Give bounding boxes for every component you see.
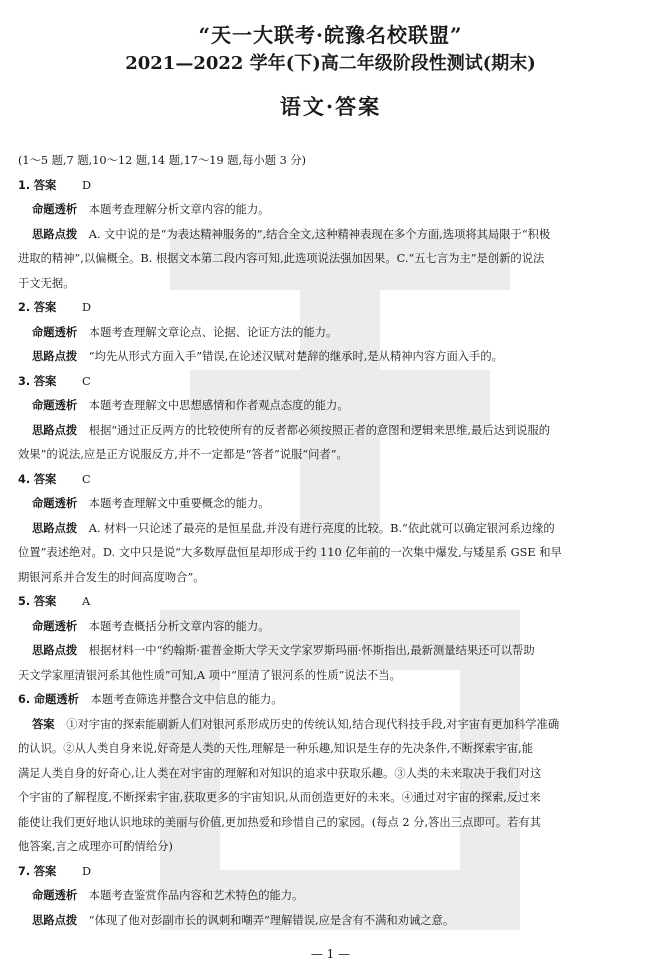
q6-answer-label: 答案 <box>32 717 55 731</box>
q7-analysis-text: 本题考查鉴赏作品内容和艺术特色的能力。 <box>88 889 304 902</box>
q3-answer-label: 答案 <box>33 374 57 388</box>
q7-answer-label: 答案 <box>33 864 57 878</box>
q7-hint-row <box>18 909 648 934</box>
q4-analysis-label: 命题透析 <box>32 497 78 510</box>
q6-answer-line: 能使让我们更好地认识地球的美丽与价值,更加热爱和珍惜自己的家园。(每点 2 分,答出三点即可。若有其 <box>18 815 542 829</box>
exam-alliance-title: “天一大联考·皖豫名校联盟” <box>198 23 463 47</box>
q1-hint-line: 于文无据。 <box>18 276 75 290</box>
q7-answer-row <box>18 860 648 885</box>
q6-answer-line: 满足人类自身的好奇心,让人类在对宇宙的理解和对知识的追求中获取乐趣。③人类的未来取决于我们对这 <box>18 766 542 780</box>
q1-hint-label: 思路点拨 <box>32 227 78 241</box>
q5-hint-row <box>18 639 648 664</box>
q4-answer-label: 答案 <box>33 472 57 486</box>
q1-analysis-row <box>18 198 648 223</box>
q1-analysis-label: 命题透析 <box>32 203 78 216</box>
q6-answer-line: ①对宇宙的探索能刷新人们对银河系形成历史的传统认知,结合现代科技手段,对宇宙有更加科学准确 <box>66 717 560 731</box>
q2-analysis-row <box>18 321 648 346</box>
q5-analysis-row <box>18 615 648 640</box>
q4-hint-line: 位置”表述绝对。D. 文中只是说“大多数厚盘恒星却形成于约 110 亿年前的一次集中爆发,与矮星系 GSE 和早 <box>18 546 562 559</box>
q4-analysis-text: 本题考查理解文中重要概念的能力。 <box>88 497 270 510</box>
document-header <box>0 22 661 121</box>
q4-hint-line: A. 材料一只论述了最亮的是恒星盘,并没有进行亮度的比较。B.“依此就可以确定银河系边缘的 <box>88 521 555 535</box>
q6-answer-line: 他答案,言之成理亦可酌情给分) <box>18 840 173 853</box>
q1-hint-line: A. 文中说的是“为表达精神服务的”,结合全文,这种精神表现在多个方面,选项将其局限于“积极 <box>88 227 551 241</box>
q5-answer-label: 答案 <box>33 595 57 608</box>
q7-analysis-row <box>18 884 648 909</box>
q6-answer-row <box>18 713 648 738</box>
q3-analysis-label: 命题透析 <box>32 399 78 412</box>
q7-hint-label: 思路点拨 <box>32 913 78 927</box>
q3-answer-row <box>18 370 648 395</box>
q1-analysis-text: 本题考查理解分析文章内容的能力。 <box>88 203 270 216</box>
q6-answer-line: 的认识。②从人类自身来说,好奇是人类的天性,理解是一种乐趣,知识是生存的先决条件,不断探索宇宙,能 <box>18 742 534 755</box>
q5-hint-line: 天文学家厘清银河系其他性质”可知,A 项中“厘清了银河系的性质”说法不当。 <box>18 668 401 682</box>
q4-number: 4. <box>18 472 31 486</box>
q1-answer-value: D <box>81 178 92 192</box>
q2-answer-value: D <box>81 301 92 314</box>
q1-hint-row <box>18 223 648 248</box>
q3-hint-line: 根据“通过正反两方的比较使所有的反者都必须按照正者的意图和逻辑来思维,最后达到说服的 <box>88 423 551 437</box>
scoring-note: (1～5 题,7 题,10～12 题,14 题,17～19 题,每小题 3 分) <box>18 154 307 167</box>
q3-hint-line: 效果”的说法,应是正方说服反方,并不一定都是“答者”说服“问者”。 <box>18 448 348 461</box>
q5-answer-value: A <box>81 595 91 608</box>
q2-analysis-text: 本题考查理解文章论点、论据、论证方法的能力。 <box>88 325 338 339</box>
q6-analysis-label: 命题透析 <box>33 693 79 706</box>
q6-analysis-text: 本题考查筛选并整合文中信息的能力。 <box>90 693 283 706</box>
q4-answer-value: C <box>81 472 91 486</box>
q3-analysis-text: 本题考查理解文中思想感情和作者观点态度的能力。 <box>88 399 349 412</box>
subject-title: 语文·答案 <box>279 94 382 119</box>
q1-answer-row <box>18 174 648 199</box>
q4-hint-line: 期银河系并合发生的时间高度吻合”。 <box>18 570 205 584</box>
q5-analysis-label: 命题透析 <box>32 619 78 633</box>
q7-answer-value: D <box>81 864 92 878</box>
q3-answer-value: C <box>81 374 91 388</box>
q7-analysis-label: 命题透析 <box>32 889 78 902</box>
q6-header-row <box>18 688 648 713</box>
q5-number: 5. <box>18 595 31 608</box>
q3-number: 3. <box>18 374 31 388</box>
q4-hint-row <box>18 517 648 542</box>
q5-hint-line: 根据材料一中“约翰斯·霍普金斯大学天文学家罗斯玛丽·怀斯指出,最新测量结果还可以帮助 <box>88 644 535 657</box>
q2-analysis-label: 命题透析 <box>32 325 78 339</box>
q1-answer-label: 答案 <box>33 178 57 192</box>
q4-hint-label: 思路点拨 <box>32 521 78 535</box>
q2-hint-line: “均先从形式方面入手”错误,在论述汉赋对楚辞的继承时,是从精神内容方面入手的。 <box>88 350 503 363</box>
q7-hint-line: “体现了他对彭副市长的讽刺和嘲弄”理解错误,应是含有不满和劝诫之意。 <box>88 913 455 927</box>
q4-answer-row <box>18 468 648 493</box>
answer-content <box>18 149 648 933</box>
q3-hint-label: 思路点拨 <box>32 423 78 437</box>
q1-hint-line: 进取的精神”,以偏概全。B. 根据文本第二段内容可知,此选项说法强加因果。C.“五七言为主”是创新的说法 <box>18 252 545 265</box>
q1-number: 1. <box>18 178 31 192</box>
q2-number: 2. <box>18 301 31 314</box>
q6-number: 6. <box>18 693 31 706</box>
q4-analysis-row <box>18 492 648 517</box>
q3-hint-row <box>18 419 648 444</box>
q2-answer-label: 答案 <box>33 301 57 314</box>
page-number: — 1 — <box>310 947 351 961</box>
q3-analysis-row <box>18 394 648 419</box>
exam-session-title: 2021—2022 学年(下)高二年级阶段性测试(期末) <box>125 53 536 74</box>
q2-hint-row <box>18 345 648 370</box>
q7-number: 7. <box>18 864 31 878</box>
q5-answer-row <box>18 590 648 615</box>
q5-hint-label: 思路点拨 <box>32 644 78 657</box>
q6-answer-line: 个宇宙的了解程度,不断探索宇宙,获取更多的宇宙知识,从而创造更好的未来。④通过对宇宙的探索,反过来 <box>18 791 541 804</box>
q2-hint-label: 思路点拨 <box>32 350 78 363</box>
q5-analysis-text: 本题考查概括分析文章内容的能力。 <box>88 619 270 633</box>
q2-answer-row <box>18 296 648 321</box>
